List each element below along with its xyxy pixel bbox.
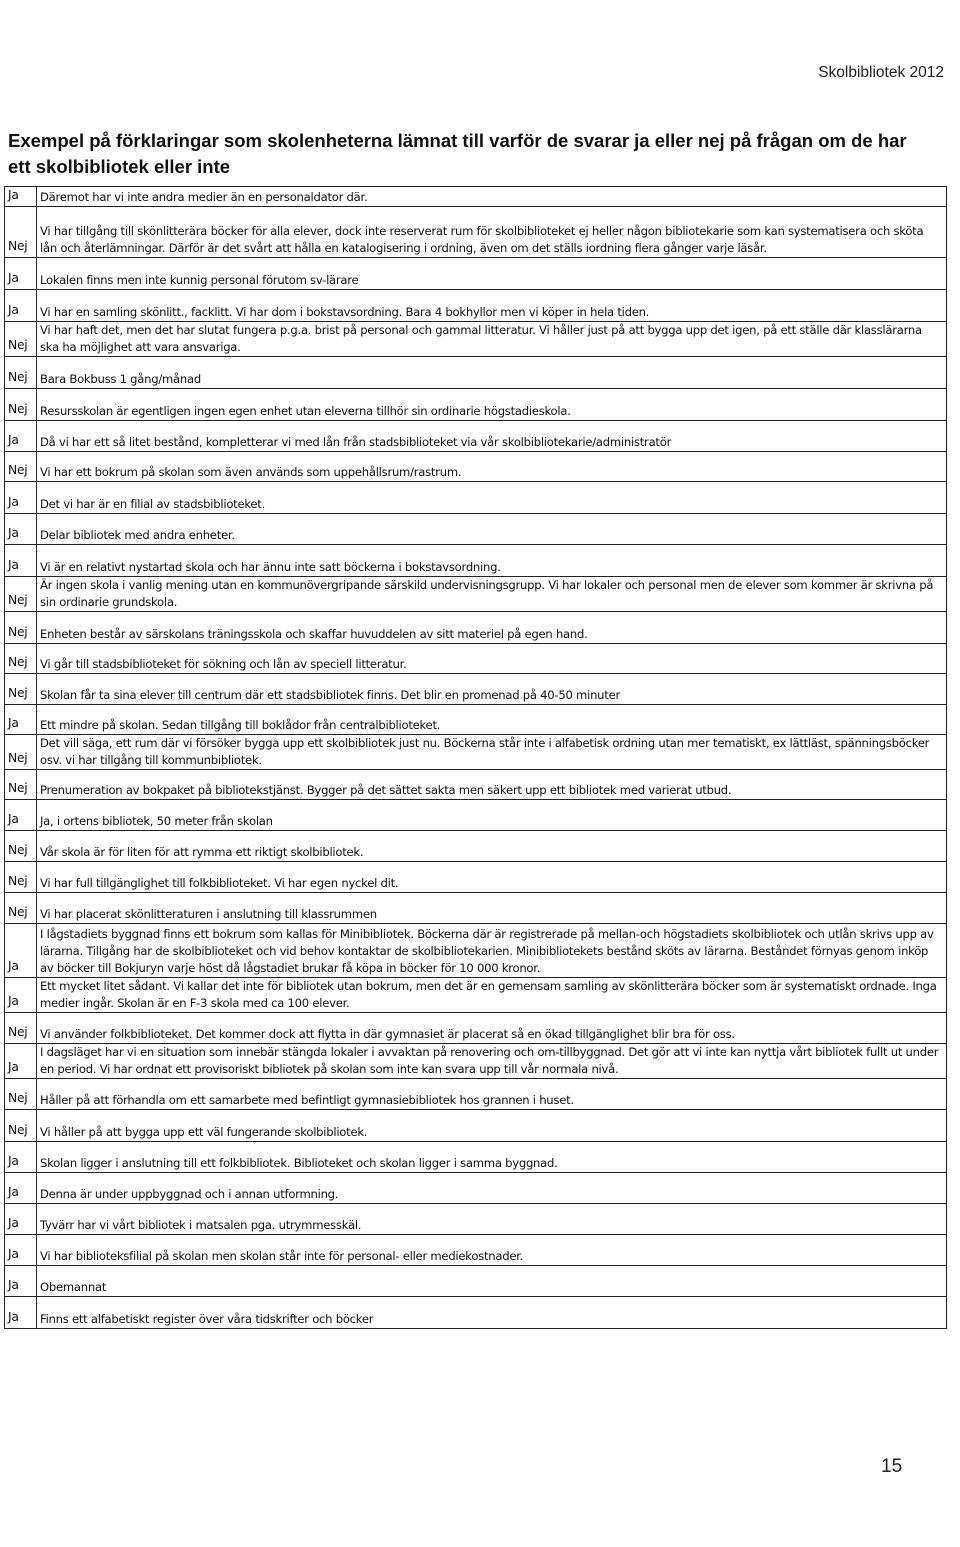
- answer-cell: Ja: [5, 545, 37, 577]
- running-header: Skolbibliotek 2012: [818, 64, 944, 81]
- answer-cell: Nej: [5, 644, 37, 674]
- table-row: [5, 258, 947, 290]
- table-row: [5, 893, 947, 924]
- explanation-cell: Vi använder folkbiblioteket. Det kommer dock att flytta in där gymnasiet är placerat så en ökad tillgänglighet blir bra för oss.: [37, 1013, 947, 1044]
- table-row: [5, 514, 947, 545]
- explanation-cell: Enheten består av särskolans träningsskola och skaffar huvuddelen av sitt materiel på egen hand.: [37, 612, 947, 644]
- table-row: [5, 1173, 947, 1204]
- table-row: [5, 978, 947, 1013]
- explanation-cell: Lokalen finns men inte kunnig personal förutom sv-lärare: [37, 258, 947, 290]
- explanation-cell: Håller på att förhandla om ett samarbete med befintligt gymnasiebibliotek hos grannen i huset.: [37, 1079, 947, 1110]
- table-row: [5, 831, 947, 862]
- answer-cell: Nej: [5, 674, 37, 705]
- table-row: [5, 357, 947, 389]
- table-row: [5, 644, 947, 674]
- answer-cell: Ja: [5, 1297, 37, 1329]
- explanation-cell: Ett mycket litet sådant. Vi kallar det inte för bibliotek utan bokrum, men det är en gemensam samling av skönlitterära böcker som är systematiskt ordnade. Inga medier ingår. Skolan är en F-3 skola med ca 100 elever.: [37, 978, 947, 1013]
- answer-cell: Ja: [5, 258, 37, 290]
- answers-table: [4, 186, 947, 1329]
- explanation-cell: Delar bibliotek med andra enheter.: [37, 514, 947, 545]
- explanation-cell: Vi har placerat skönlitteraturen i anslutning till klassrummen: [37, 893, 947, 924]
- explanation-cell: Vi har biblioteksfilial på skolan men skolan står inte för personal- eller mediekostnader.: [37, 1235, 947, 1266]
- answer-cell: Nej: [5, 452, 37, 482]
- table-row: [5, 421, 947, 452]
- answer-cell: Nej: [5, 862, 37, 893]
- answer-cell: Ja: [5, 514, 37, 545]
- table-row: [5, 187, 947, 207]
- answer-cell: Nej: [5, 389, 37, 421]
- answer-cell: Ja: [5, 1142, 37, 1173]
- explanation-cell: Vår skola är för liten för att rymma ett riktigt skolbibliotek.: [37, 831, 947, 862]
- table-row: [5, 1044, 947, 1079]
- explanation-cell: Prenumeration av bokpaket på bibliotekstjänst. Bygger på det sättet sakta men säkert upp ett bibliotek med varierat utbud.: [37, 770, 947, 800]
- answer-cell: Nej: [5, 1013, 37, 1044]
- answer-cell: Ja: [5, 978, 37, 1013]
- answer-cell: Ja: [5, 1235, 37, 1266]
- explanation-cell: Vi har en samling skönlitt., facklitt. Vi har dom i bokstavsordning. Bara 4 bokhyllor men vi köper in hela tiden.: [37, 290, 947, 322]
- table-row: [5, 800, 947, 831]
- table-row: [5, 705, 947, 735]
- table-row: [5, 770, 947, 800]
- explanation-cell: Däremot har vi inte andra medier än en personaldator där.: [37, 187, 947, 207]
- answer-cell: Nej: [5, 322, 37, 357]
- explanation-cell: Vi har haft det, men det har slutat fungera p.g.a. brist på personal och gammal litteratur. Vi håller just på att bygga upp det igen, på ett ställe där klasslärarna ska ha möjlighet att vara ansvariga.: [37, 322, 947, 357]
- table-row: [5, 290, 947, 322]
- answer-cell: Nej: [5, 207, 37, 258]
- table-row: [5, 322, 947, 357]
- answer-cell: Nej: [5, 612, 37, 644]
- explanation-cell: Vi har tillgång till skönlitterära böcker för alla elever, dock inte reserverat rum för skolbiblioteket ej heller någon bibliotekarie som kan systematisera och sköta lån och återlämningar. Därför är det svårt att hålla en katalogisering i ordning, även om det ställs iordning flera gånger varje läsår.: [37, 207, 947, 258]
- page-number: 15: [881, 1456, 903, 1477]
- explanation-cell: Ja, i ortens bibliotek, 50 meter från skolan: [37, 800, 947, 831]
- explanation-cell: Det vi har är en filial av stadsbiblioteket.: [37, 482, 947, 514]
- answer-cell: Ja: [5, 924, 37, 978]
- table-row: [5, 674, 947, 705]
- table-row: [5, 1266, 947, 1297]
- table-row: [5, 482, 947, 514]
- answer-cell: Ja: [5, 800, 37, 831]
- explanation-cell: Vi håller på att bygga upp ett väl fungerande skolbibliotek.: [37, 1110, 947, 1142]
- answer-cell: Ja: [5, 482, 37, 514]
- explanation-cell: Vi går till stadsbiblioteket för sökning och lån av speciell litteratur.: [37, 644, 947, 674]
- explanation-cell: Denna är under uppbyggnad och i annan utformning.: [37, 1173, 947, 1204]
- table-row: [5, 1110, 947, 1142]
- explanation-cell: Vi är en relativt nystartad skola och har ännu inte satt böckerna i bokstavsordning.: [37, 545, 947, 577]
- answer-cell: Ja: [5, 1266, 37, 1297]
- table-row: [5, 207, 947, 258]
- explanation-cell: Är ingen skola i vanlig mening utan en kommunövergripande särskild undervisningsgrupp. Vi har lokaler och personal men de elever som kommer är skrivna på sin ordinarie grundskola.: [37, 577, 947, 612]
- explanation-cell: Ett mindre på skolan. Sedan tillgång till boklådor från centralbiblioteket.: [37, 705, 947, 735]
- answer-cell: Nej: [5, 770, 37, 800]
- answer-cell: Nej: [5, 831, 37, 862]
- table-row: [5, 862, 947, 893]
- table-row: [5, 1079, 947, 1110]
- explanation-cell: Skolan ligger i anslutning till ett folkbibliotek. Biblioteket och skolan ligger i samma byggnad.: [37, 1142, 947, 1173]
- answer-cell: Nej: [5, 1110, 37, 1142]
- table-row: [5, 545, 947, 577]
- section-title: Exempel på förklaringar som skolenheterna lämnat till varför de svarar ja eller nej på frågan om de har ett skolbibliotek eller inte: [8, 130, 907, 177]
- answer-cell: Ja: [5, 1204, 37, 1235]
- answer-cell: Ja: [5, 705, 37, 735]
- explanation-cell: Tyvärr har vi vårt bibliotek i matsalen pga. utrymmesskäl.: [37, 1204, 947, 1235]
- explanation-cell: Bara Bokbuss 1 gång/månad: [37, 357, 947, 389]
- answer-cell: Nej: [5, 1079, 37, 1110]
- explanation-cell: I dagsläget har vi en situation som innebär stängda lokaler i avvaktan på renovering och om-tillbyggnad. Det gör att vi inte kan nyttja vårt bibliotek fullt ut under en period. Vi har ordnat ett provisoriskt bibliotek på skolan som inte kan svara upp till vår normala nivå.: [37, 1044, 947, 1079]
- explanation-cell: Då vi har ett så litet bestånd, kompletterar vi med lån från stadsbiblioteket via vår skolbibliotekarie/administratör: [37, 421, 947, 452]
- table-row: [5, 1013, 947, 1044]
- answer-cell: Ja: [5, 1173, 37, 1204]
- answer-cell: Ja: [5, 1044, 37, 1079]
- explanation-cell: Obemannat: [37, 1266, 947, 1297]
- explanation-cell: I lågstadiets byggnad finns ett bokrum som kallas för Minibibliotek. Böckerna där är registrerade på mellan-och högstadiets skolbibliotek och utlån skrivs upp av lärarna. Tillgång har de skolbiblioteket och vid behov kontaktar de skolbibliotekarien. Minibibliotekets bestånd sköts av lärarna. Beståndet förnyas genom inköp av böcker till Bokjuryn varje höst då lågstadiet brukar få köpa in böcker för 10 000 kronor.: [37, 924, 947, 978]
- table-row: [5, 612, 947, 644]
- table-row: [5, 1297, 947, 1329]
- table-row: [5, 577, 947, 612]
- table-row: [5, 1142, 947, 1173]
- explanation-cell: Det vill säga, ett rum där vi försöker bygga upp ett skolbibliotek just nu. Böckerna står inte i alfabetisk ordning utan mer tematiskt, ex lättläst, spänningsböcker osv. vi har tillgång till kommunbibliotek.: [37, 735, 947, 770]
- table-row: [5, 1235, 947, 1266]
- answer-cell: Nej: [5, 577, 37, 612]
- explanation-cell: Finns ett alfabetiskt register över våra tidskrifter och böcker: [37, 1297, 947, 1329]
- table-row: [5, 735, 947, 770]
- answer-cell: Nej: [5, 893, 37, 924]
- table-row: [5, 1204, 947, 1235]
- answer-cell: Ja: [5, 421, 37, 452]
- table-row: [5, 924, 947, 978]
- answer-cell: Ja: [5, 187, 37, 207]
- answer-cell: Nej: [5, 735, 37, 770]
- explanation-cell: Vi har full tillgänglighet till folkbiblioteket. Vi har egen nyckel dit.: [37, 862, 947, 893]
- explanation-cell: Resursskolan är egentligen ingen egen enhet utan eleverna tillhör sin ordinarie högstadieskola.: [37, 389, 947, 421]
- explanation-cell: Skolan får ta sina elever till centrum där ett stadsbibliotek finns. Det blir en promenad på 40-50 minuter: [37, 674, 947, 705]
- table-row: [5, 389, 947, 421]
- answer-cell: Nej: [5, 357, 37, 389]
- answer-cell: Ja: [5, 290, 37, 322]
- explanation-cell: Vi har ett bokrum på skolan som även används som uppehållsrum/rastrum.: [37, 452, 947, 482]
- table-row: [5, 452, 947, 482]
